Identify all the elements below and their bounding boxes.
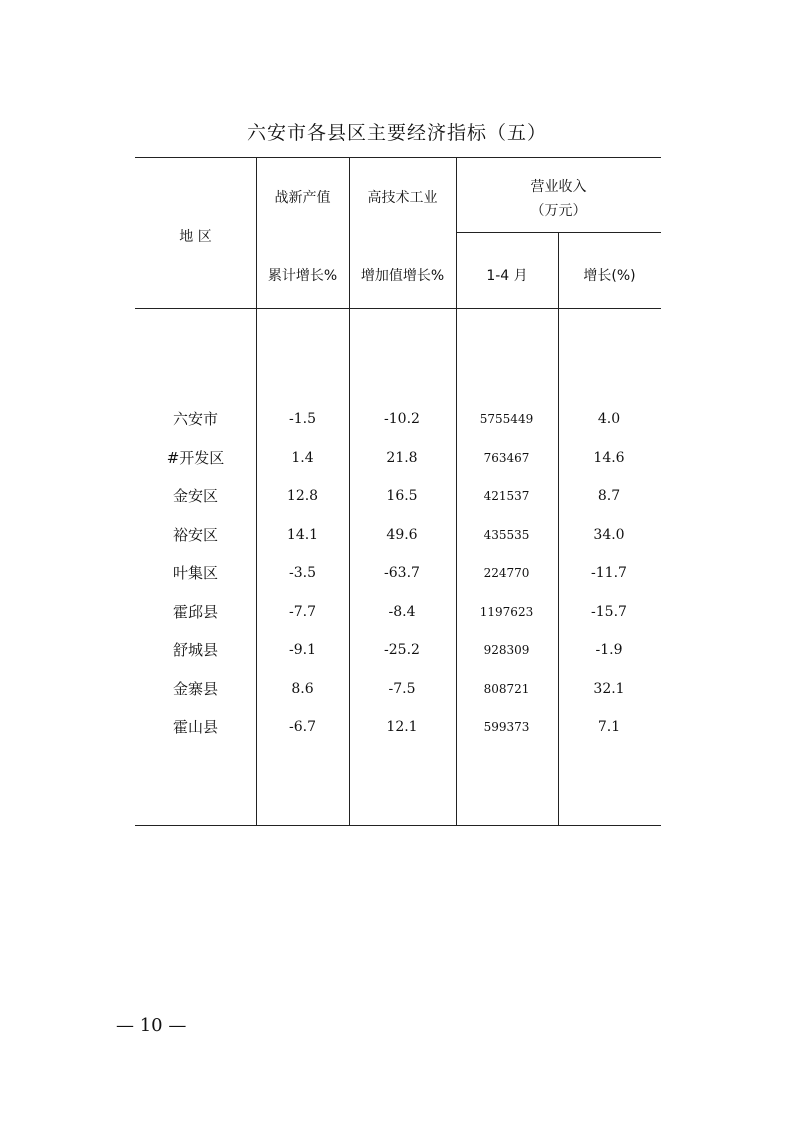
emerging-growth-cell: -7.7 (289, 604, 316, 620)
table-title: 六安市各县区主要经济指标（五） (246, 122, 547, 144)
revenue-cell: 421537 (483, 489, 530, 503)
header-region: 地 区 (179, 229, 212, 245)
revenue-growth-cell: 32.1 (593, 681, 625, 697)
revenue-growth-cell: 4.0 (597, 411, 621, 427)
table-row (135, 670, 660, 708)
emerging-growth-cell: -1.5 (289, 411, 316, 427)
hightech-growth-cell: -8.4 (388, 604, 416, 620)
table-row (135, 439, 660, 477)
table-bottom-rule (135, 825, 661, 826)
emerging-growth-cell: 8.6 (291, 681, 314, 697)
hightech-growth-cell: -7.5 (388, 681, 416, 697)
header-emerging-bottom: 累计增长% (267, 268, 338, 284)
header-revenue-unit: （万元） (530, 203, 587, 219)
emerging-growth-cell: 14.1 (286, 527, 319, 543)
hightech-growth-cell: -25.2 (384, 642, 420, 658)
revenue-growth-cell: 34.0 (593, 527, 625, 543)
table-row (135, 477, 660, 515)
emerging-growth-cell: -9.1 (289, 642, 316, 658)
page-number: — 10 — (116, 1015, 187, 1036)
header-hightech-top: 高技术工业 (367, 190, 438, 206)
region-cell: 裕安区 (172, 526, 218, 544)
hightech-growth-cell: 16.5 (386, 488, 418, 504)
emerging-growth-cell: -3.5 (289, 565, 316, 581)
revenue-growth-cell: 14.6 (593, 450, 625, 466)
region-cell: 金寨县 (172, 680, 218, 698)
revenue-cell: 1197623 (479, 605, 534, 619)
hightech-growth-cell: 12.1 (386, 719, 418, 735)
emerging-growth-cell: -6.7 (289, 719, 316, 735)
revenue-cell: 435535 (483, 528, 530, 542)
table-row (135, 516, 660, 554)
region-cell: 舒城县 (172, 641, 218, 659)
region-cell: 霍邱县 (172, 603, 218, 621)
table-row (135, 708, 660, 746)
revenue-cell: 599373 (483, 720, 530, 734)
table-row (135, 400, 660, 438)
emerging-growth-cell: 1.4 (291, 450, 314, 466)
header-revenue-top: 营业收入 (530, 179, 587, 195)
region-cell: 叶集区 (172, 564, 218, 582)
revenue-cell: 5755449 (479, 412, 534, 426)
header-revenue-period: 1-4 月 (486, 268, 528, 284)
revenue-cell: 928309 (483, 643, 530, 657)
revenue-growth-cell: -15.7 (591, 604, 627, 620)
revenue-growth-cell: 7.1 (597, 719, 621, 735)
region-cell: #开发区 (166, 449, 225, 467)
revenue-cell: 224770 (483, 566, 530, 580)
region-cell: 六安市 (172, 410, 218, 428)
table-row (135, 631, 660, 669)
hightech-growth-cell: 49.6 (386, 527, 418, 543)
revenue-cell: 763467 (483, 451, 530, 465)
region-cell: 金安区 (172, 487, 218, 505)
emerging-growth-cell: 12.8 (286, 488, 319, 504)
revenue-growth-cell: -11.7 (591, 565, 627, 581)
revenue-cell: 808721 (483, 682, 530, 696)
table-top-rule (135, 157, 661, 158)
table-row (135, 554, 660, 592)
hightech-growth-cell: -63.7 (384, 565, 420, 581)
hightech-growth-cell: 21.8 (386, 450, 418, 466)
header-hightech-bottom: 增加值增长% (360, 268, 445, 284)
hightech-growth-cell: -10.2 (384, 411, 420, 427)
header-revenue-growth: 增长(%) (583, 268, 636, 284)
revenue-growth-cell: -1.9 (595, 642, 623, 658)
region-cell: 霍山县 (172, 718, 218, 736)
table-row (135, 593, 660, 631)
revenue-growth-cell: 8.7 (597, 488, 621, 504)
header-bottom-rule (135, 308, 661, 309)
header-emerging-top: 战新产值 (274, 190, 331, 206)
